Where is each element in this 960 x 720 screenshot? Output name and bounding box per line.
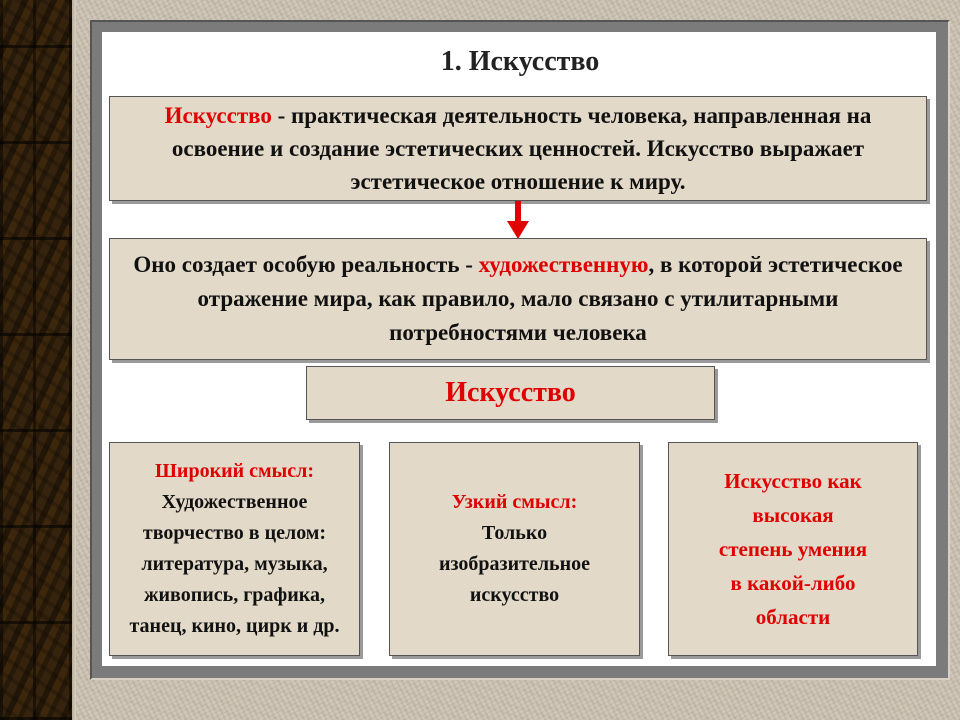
reality-highlight: художественную: [478, 252, 649, 277]
reality-text-end: , в которой эстетическое отражение мира, как правило, мало связано с утилитарными потребностями человека: [197, 252, 903, 345]
broad-meaning-box: [109, 442, 360, 656]
broad-meaning-text: Художественное творчество в целом: литература, музыка, живопись, графика, танец, кино, цирк и др.: [129, 491, 340, 637]
reality-box: [109, 238, 927, 360]
definition-term: Искусство: [164, 103, 272, 128]
side-strip-edge: [72, 0, 76, 720]
reality-text: [124, 248, 912, 350]
broad-meaning-heading: Широкий смысл:: [154, 460, 315, 482]
definition-text: [124, 99, 912, 198]
narrow-meaning-text: Только изобразительное искусство: [438, 522, 591, 606]
definition-body: - практическая деятельность человека, направленная на освоение и создание эстетических ценностей. Искусство выражает эстетическое отношение к миру.: [171, 103, 872, 194]
slide-title: 1. Искусство: [440, 46, 600, 77]
decorative-side-strip: [0, 0, 72, 720]
reality-text-start: Оно создает особую реальность -: [133, 252, 479, 277]
down-arrow-icon: [507, 201, 529, 241]
narrow-meaning-box: [389, 442, 640, 656]
skill-meaning-text: Искусство как высокая степень умения в какой-либо области: [718, 469, 868, 629]
central-label-box: Искусство: [306, 366, 715, 420]
narrow-meaning-heading: Узкий смысл:: [451, 491, 578, 513]
definition-box: [109, 96, 927, 201]
skill-meaning-box: [668, 442, 918, 656]
